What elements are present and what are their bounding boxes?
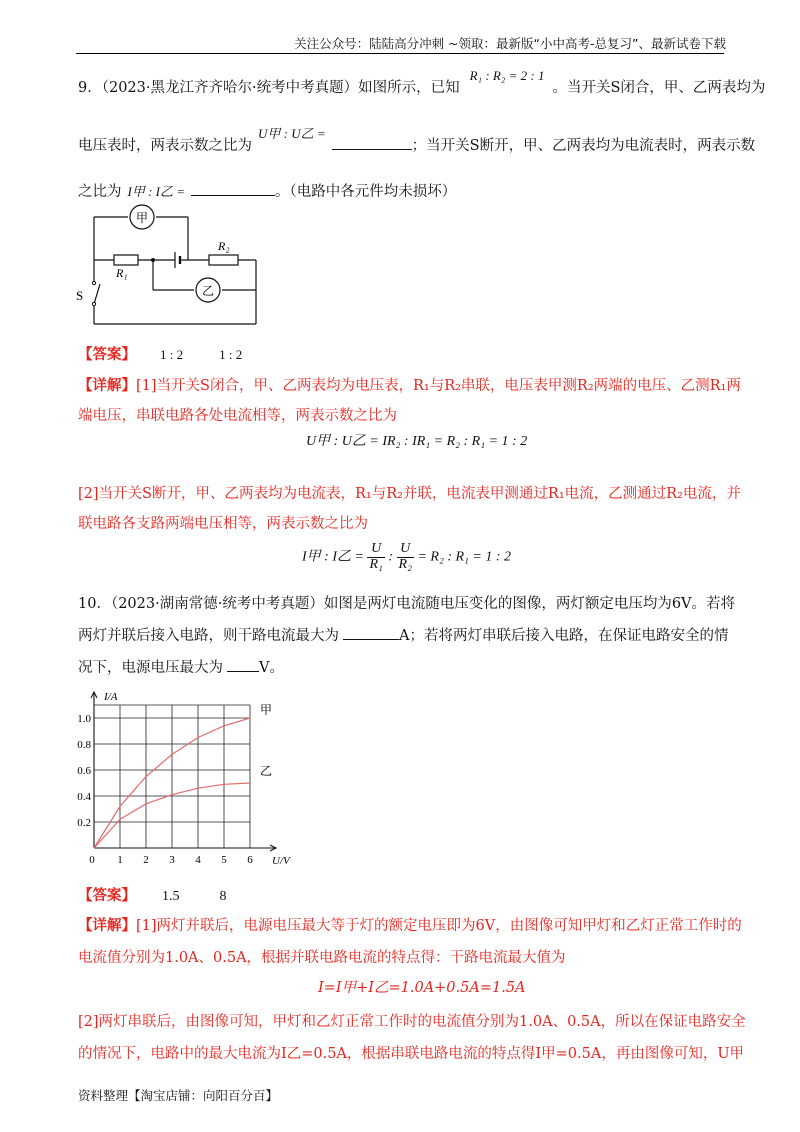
x-axis-label: U/V	[272, 855, 290, 867]
resistor-r1	[114, 255, 138, 265]
q10-line2-a: 两灯并联后接入电路，则干路电流最大为	[78, 628, 339, 644]
q9-blank-1[interactable]	[332, 149, 412, 150]
q9-line1	[78, 68, 766, 97]
q10-line2-b: A；若将两灯串联后接入电路，在保证电路安全的情	[399, 628, 729, 644]
eq2-frac-1-num: U	[367, 542, 384, 558]
q10-blank-1[interactable]	[343, 639, 399, 640]
q10-line3-a: 况下，电源电压最大为	[78, 660, 223, 676]
series-label-yi: 乙	[260, 764, 273, 778]
page-footer: 资料整理【淘宝店铺：向阳百分百】	[78, 1088, 279, 1103]
r1-label: R₁	[116, 266, 128, 280]
q9-line2	[78, 126, 756, 155]
q10-detail-1a	[78, 914, 742, 935]
eq2-frac-1	[367, 542, 384, 572]
q10-answer-label: 【答案】	[78, 887, 136, 904]
q9-line2-start: 电压表时，两表示数之比为	[78, 138, 252, 154]
switch-contact	[92, 281, 95, 284]
q9-blank-2[interactable]	[191, 195, 275, 196]
q9-detail-1b: 端电压，串联电路各处电流相等，两表示数之比为	[78, 408, 397, 424]
q9-line2-end: ；当开关S断开，甲、乙两表均为电流表时，两表示数	[411, 138, 756, 154]
q10-line2	[78, 624, 728, 645]
q9-line3	[78, 180, 456, 201]
q9-line3-end: 。（电路中各元件均未损坏）	[275, 184, 457, 200]
q9-detail-2b: 联电路各支路两端电压相等，两表示数之比为	[78, 516, 368, 532]
y-tick-label: 0.6	[77, 765, 91, 777]
q9-equation-1: U甲 : U乙 = IR₂ : IR₁ = R₂ : R₁ = 1 : 2	[306, 434, 528, 449]
x-tick-label: 5	[221, 854, 227, 866]
q9-answer-line	[78, 343, 242, 364]
x-tick-label: 1	[117, 854, 123, 866]
y-axis-label: I/A	[104, 691, 118, 703]
eq2-frac-1-den: R₁	[369, 556, 383, 572]
chart-curves	[94, 703, 272, 848]
q9-i-ratio: I甲 : I乙 =	[127, 184, 186, 199]
eq2-right: = R₂ : R₁ = 1 : 2	[417, 549, 512, 565]
q10-line1: 10．（2023·湖南常德·统考中考真题）如图是两灯电流随电压变化的图像，两灯额定电压均为6V。若将	[78, 596, 736, 612]
q10-iu-chart	[74, 678, 314, 874]
series-label-jia: 甲	[260, 703, 273, 717]
q9-detail-1a	[78, 374, 741, 395]
y-tick-label: 0.8	[77, 739, 91, 751]
x-tick-label: 0	[89, 854, 95, 866]
q9-ratio-given: R₁ : R₂ = 2 : 1	[469, 68, 545, 83]
q9-answer-1: 1 : 2	[160, 347, 184, 362]
meter-jia-label: 甲	[135, 211, 149, 225]
q10-answer-1: 1.5	[162, 889, 180, 904]
chart-tick-labels	[77, 691, 291, 867]
y-tick-label: 0.4	[77, 791, 91, 803]
chart-axes	[91, 692, 276, 851]
x-tick-label: 3	[169, 854, 175, 866]
q9-answer-label: 【答案】	[78, 346, 136, 363]
q9-detail-2a: [2]当开关S断开，甲、乙两表均为电流表，R₁与R₂并联，电流表甲测通过R₁电流，乙测通过R₂电流，并	[78, 486, 741, 502]
r2-label: R₂	[218, 239, 230, 253]
resistor-r2	[209, 255, 238, 265]
switch-label: S	[76, 288, 84, 303]
eq2-frac-2	[397, 542, 414, 572]
eq2-left: I甲 : I乙 =	[302, 549, 364, 565]
q9-answer-2: 1 : 2	[219, 347, 243, 362]
q10-line3-b: V。	[259, 660, 284, 676]
q9-u-ratio: U甲 : U乙 =	[258, 126, 326, 141]
junction-dot	[151, 258, 155, 262]
switch-pivot	[92, 302, 95, 305]
q9-detail-1a-text: [1]当开关S闭合，甲、乙两表均为电压表，R₁与R₂串联，电压表甲测R₂两端的电压、乙测R₁两	[136, 378, 741, 394]
header-divider	[76, 53, 724, 54]
y-tick-label: 0.2	[77, 817, 91, 829]
q9-line1-end: 。当开关S闭合，甲、乙两表均为	[552, 80, 766, 96]
q9-number: 9．	[78, 80, 102, 96]
q10-answer-line	[78, 884, 227, 905]
chart-grid	[94, 705, 250, 848]
q9-source: （2023·黑龙江齐齐哈尔·统考中考真题）如图所示，已知	[101, 80, 460, 96]
q10-answer-2: 8	[219, 889, 227, 904]
meter-yi-label: 乙	[201, 284, 215, 298]
q10-detail-2a: [2]两灯串联后，由图像可知，甲灯和乙灯正常工作时的电流值分别为1.0A、0.5A，所以在保证电路安全	[78, 1014, 746, 1030]
q10-equation-1: I=I甲+I乙=1.0A+0.5A=1.5A	[318, 980, 526, 996]
q9-detail-label: 【详解】	[78, 377, 136, 394]
q9-equation-2	[302, 542, 511, 572]
q10-detail-2b: 的情况下，电路中的最大电流为I乙=0.5A，根据串联电路电流的特点得I甲=0.5A，再由图像可知，U甲	[78, 1046, 745, 1062]
eq2-frac-2-num: U	[397, 542, 414, 558]
q10-detail-1a-text: [1]两灯并联后，电源电压最大等于灯的额定电压即为6V，由图像可知甲灯和乙灯正常工作时的	[136, 918, 742, 934]
x-tick-label: 6	[247, 854, 253, 866]
q9-circuit-diagram	[76, 204, 276, 330]
q10-detail-label: 【详解】	[78, 917, 136, 934]
q10-blank-2[interactable]	[227, 671, 259, 672]
page-header: 关注公众号：陆陆高分冲刺 ~领取：最新版“小中高考-总复习”、最新试卷下载	[294, 36, 726, 51]
q9-line3-start: 之比为	[78, 184, 122, 200]
x-tick-label: 2	[143, 854, 149, 866]
q10-detail-1b: 电流值分别为1.0A、0.5A，根据并联电路电流的特点得：干路电流最大值为	[78, 950, 566, 966]
q10-line3	[78, 656, 284, 677]
eq2-colon: :	[388, 549, 394, 565]
eq2-frac-2-den: R₂	[398, 556, 412, 572]
y-tick-label: 1.0	[77, 713, 91, 725]
x-tick-label: 4	[195, 854, 201, 866]
